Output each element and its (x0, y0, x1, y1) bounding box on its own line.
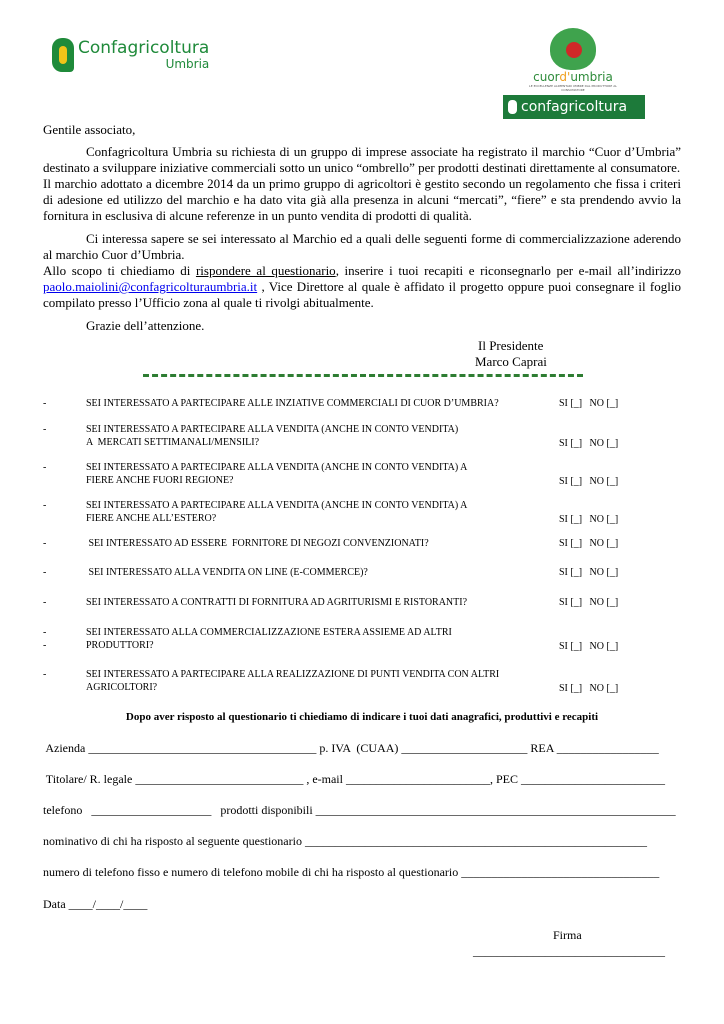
question-text: SEI INTERESSATO A PARTECIPARE ALLA VENDITA (ANCHE IN CONTO VENDITA) A MERCATI SETTIMANALI/MENSILI? (86, 424, 459, 448)
question-text: SEI INTERESSATO A CONTRATTI DI FORNITURA AD AGRITURISMI E RISTORANTI? (86, 597, 468, 608)
bullet-dash: - (43, 597, 47, 608)
yes-no-checkboxes[interactable]: SI [_] NO [_] (559, 567, 619, 578)
logo-subtitle: Umbria (165, 57, 210, 71)
confagricoltura-umbria-logo (52, 38, 209, 72)
yes-no-checkboxes[interactable]: SI [_] NO [_] (559, 438, 619, 449)
heart-ladybug-icon (550, 28, 596, 70)
logo-text: d' (559, 70, 571, 84)
logo-tagline: LE ECCELLENZE ALIMENTARI UMBRE DAL PRODUTTORE AL CONSUMATORE (529, 84, 617, 92)
question-text: SEI INTERESSATO A PARTECIPARE ALLA VENDITA (ANCHE IN CONTO VENDITA) A FIERE ANCHE ALL’ESTERO? (86, 500, 468, 524)
logo-text: confagricoltura (521, 99, 628, 115)
yes-no-checkboxes[interactable]: SI [_] NO [_] (559, 538, 619, 549)
question-row (43, 500, 643, 530)
form-field-line[interactable]: Data ____/____/____ (43, 897, 148, 911)
yes-no-checkboxes[interactable]: SI [_] NO [_] (559, 683, 619, 694)
bullet-dash: - (43, 538, 47, 549)
cuor-d-umbria-logo (526, 28, 620, 92)
yes-no-checkboxes[interactable]: SI [_] NO [_] (559, 597, 619, 608)
bullet-dash: - (43, 462, 47, 473)
question-row (43, 567, 643, 597)
signer-role: Il Presidente (478, 338, 544, 353)
form-field-line[interactable]: telefono ____________________ prodotti disponibili ____________________________________________________________ (43, 803, 676, 817)
bullet-dash: - (43, 500, 47, 511)
question-row (43, 627, 643, 657)
question-row (43, 424, 643, 454)
logo-text: cuor (533, 70, 560, 84)
form-field-line[interactable]: Titolare/ R. legale ____________________________ , e-mail ________________________, PEC ________________________ (43, 772, 665, 786)
text: Allo scopo ti chiediamo di (43, 263, 196, 278)
bullet-dash: - - (43, 627, 47, 651)
email-link[interactable]: paolo.maiolini@confagricolturaumbria.it (43, 279, 258, 294)
question-text: SEI INTERESSATO A PARTECIPARE ALLE INZIATIVE COMMERCIALI DI CUOR D’UMBRIA? (86, 398, 499, 409)
form-intro: Dopo aver risposto al questionario ti chiediamo di indicare i tuoi dati anagrafici, produttivi e recapiti (125, 711, 599, 723)
paragraph (43, 263, 681, 311)
confagricoltura-bar-logo (503, 95, 645, 119)
bullet-dash: - (43, 567, 47, 578)
yes-no-checkboxes[interactable]: SI [_] NO [_] (559, 476, 619, 487)
questionnaire-link-text: rispondere al questionario (195, 263, 336, 278)
question-row (43, 538, 643, 568)
form-field-line[interactable]: numero di telefono fisso e numero di telefono mobile di chi ha risposto al questionario _________________________________ (43, 865, 660, 879)
signature-block (475, 338, 547, 370)
question-text: SEI INTERESSATO A PARTECIPARE ALLA REALIZZAZIONE DI PUNTI VENDITA CON ALTRI AGRICOLTORI? (86, 669, 500, 693)
question-text: SEI INTERESSATO AD ESSERE FORNITORE DI NEGOZI CONVENZIONATI? (86, 538, 429, 549)
paragraph: Il marchio adottato a dicembre 2014 da un primo gruppo di agricoltori è gestito secondo un regolamento che fissa i criteri di adesione ed utilizzo del marchio e ha dato vita già alla presenza in alcuni “mercati”, “fiere” e sta prendendo avvio la fornitura in esclusiva di alcune referenze in un punto vendita di prodotti di qualità. (43, 176, 681, 223)
paragraph: Confagricoltura Umbria su richiesta di un gruppo di imprese associate ha registrato il marchio “Cuor d’Umbria” destinato a sviluppare iniziative commerciali sotto un unico “ombrello” per prodotti destinati direttamente al consumatore. (43, 144, 681, 175)
letter-body (43, 122, 681, 334)
question-row (43, 597, 643, 627)
text: , inserire i tuoi recapiti e riconsegnarlo per e-mail all’indirizzo (335, 263, 682, 278)
paragraph: Ci interessa sapere se sei interessato al Marchio ed a quali delle seguenti forme di commercializzazione aderendo al marchio Cuor d’Umbria. (43, 231, 681, 262)
wheat-icon (52, 38, 74, 72)
logo-title: Confagricoltura (78, 38, 210, 58)
logo-text: umbria (570, 70, 613, 84)
form-field-line[interactable]: Azienda ______________________________________ p. IVA (CUAA) _____________________ REA _________________ (43, 741, 659, 755)
thanks: Grazie dell’attenzione. (86, 318, 205, 333)
signature-line[interactable]: ________________________________ (473, 944, 665, 958)
question-row (43, 669, 643, 699)
question-row (43, 462, 643, 492)
question-text: SEI INTERESSATO ALLA COMMERCIALIZZAZIONE ESTERA ASSIEME AD ALTRI PRODUTTORI? (86, 627, 452, 651)
text: , Vice Direttore al quale è affidato il progetto oppure puoi consegnare il foglio compilato presso l’Ufficio zona al quale ti rivolgi abitualmente. (43, 279, 681, 310)
wheat-icon (508, 100, 517, 114)
signature-label: Firma (553, 928, 582, 942)
greeting: Gentile associato, (43, 122, 136, 137)
signer-name: Marco Caprai (475, 354, 547, 369)
separator-dashed (143, 374, 583, 377)
yes-no-checkboxes[interactable]: SI [_] NO [_] (559, 398, 619, 409)
yes-no-checkboxes[interactable]: SI [_] NO [_] (559, 514, 619, 525)
question-text: SEI INTERESSATO ALLA VENDITA ON LINE (E-COMMERCE)? (86, 567, 368, 578)
yes-no-checkboxes[interactable]: SI [_] NO [_] (559, 641, 619, 652)
bullet-dash: - (43, 424, 47, 435)
bullet-dash: - (43, 398, 47, 409)
bullet-dash: - (43, 669, 47, 680)
form-field-line[interactable]: nominativo di chi ha risposto al seguente questionario _________________________________________________________ (43, 834, 647, 848)
question-text: SEI INTERESSATO A PARTECIPARE ALLA VENDITA (ANCHE IN CONTO VENDITA) A FIERE ANCHE FUORI REGIONE? (86, 462, 468, 486)
